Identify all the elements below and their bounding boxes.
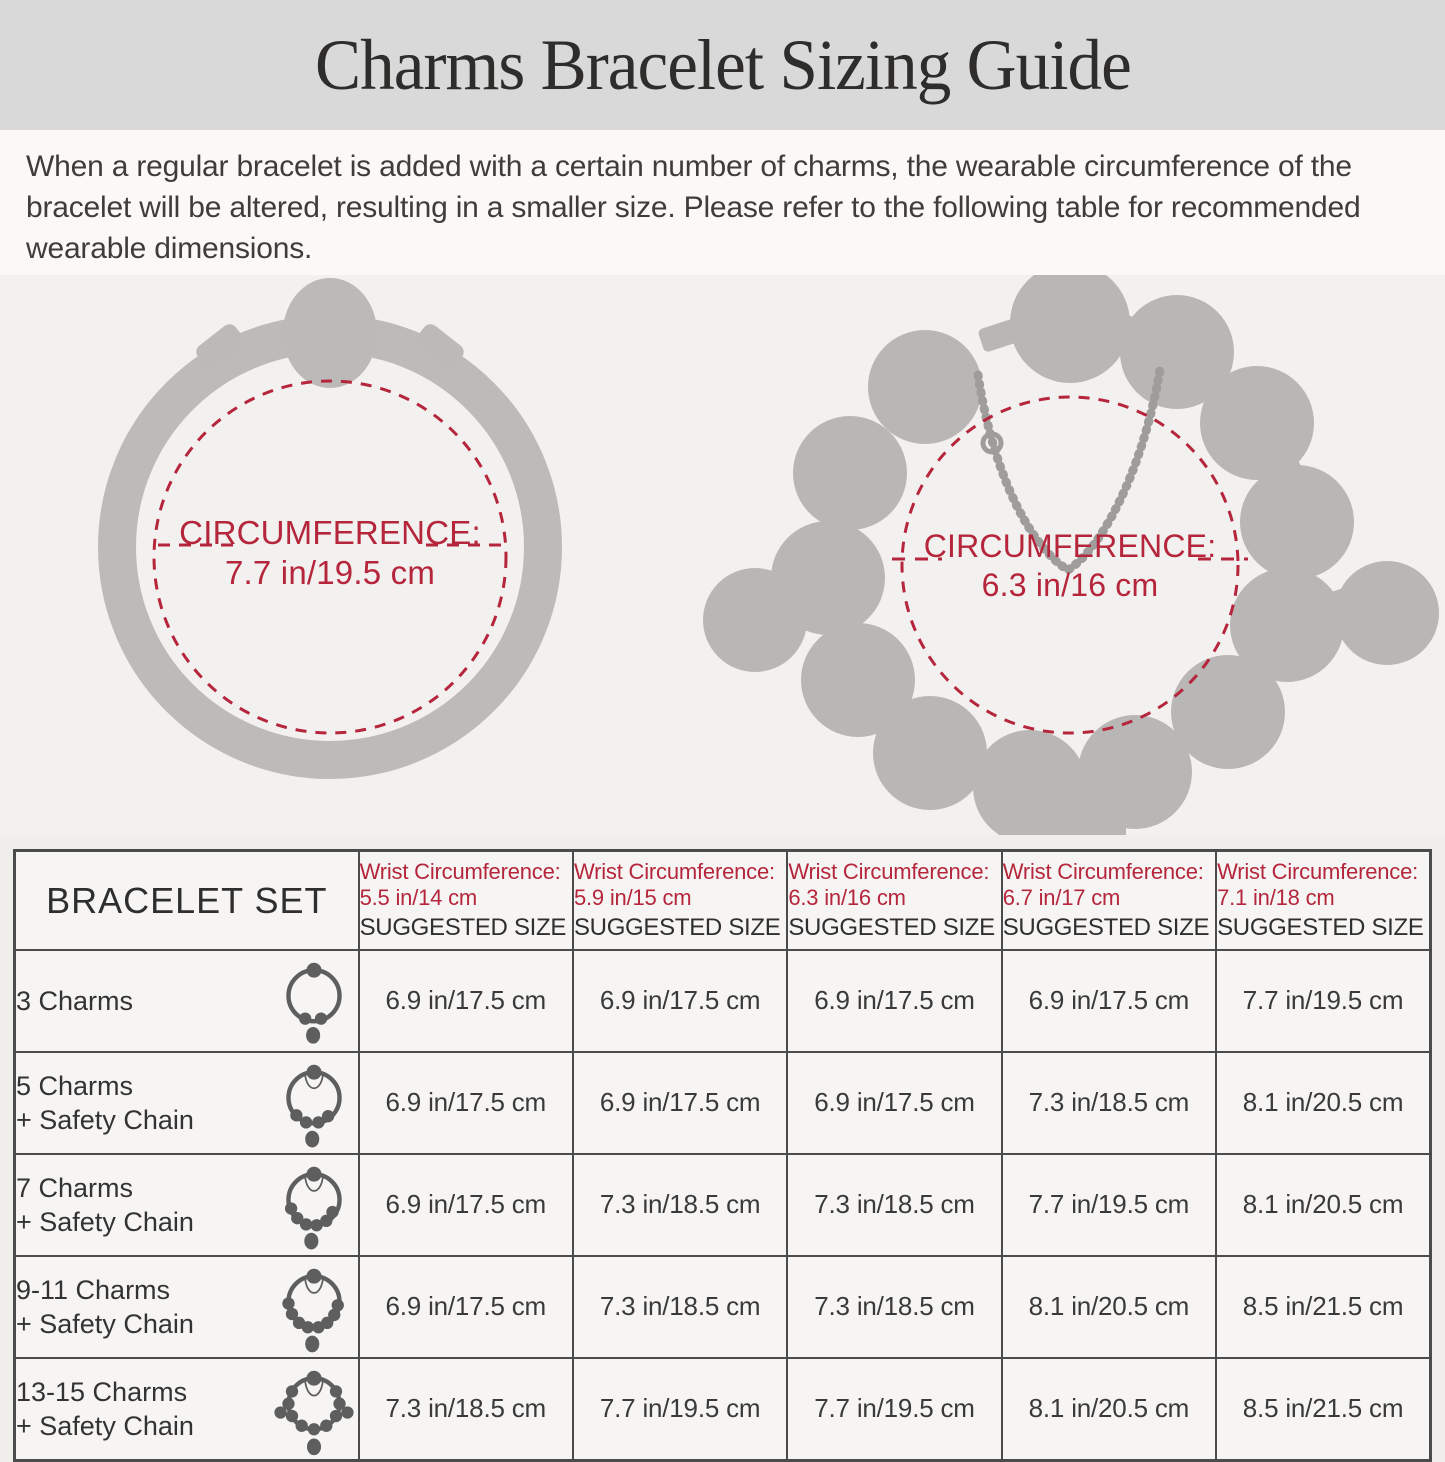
size-cell: 6.9 in/17.5 cm xyxy=(787,1052,1001,1154)
circumference-title: CIRCUMFERENCE: xyxy=(923,528,1217,565)
row-label: 13-15 Charms + Safety Chain xyxy=(16,1376,194,1441)
bracelet-3-charms-icon xyxy=(270,951,358,1051)
table-header-row xyxy=(15,851,1431,950)
wrist-col-header-1 xyxy=(359,851,573,950)
circumference-label-charms xyxy=(830,527,1310,605)
bracelet-9-11-charms-icon xyxy=(270,1257,358,1357)
suggested-size-label: SUGGESTED SIZE xyxy=(573,914,781,942)
wrist-label: Wrist Circumference: xyxy=(1217,859,1419,885)
wrist-value: 5.9 in/15 cm xyxy=(573,885,692,911)
size-cell: 7.3 in/18.5 cm xyxy=(359,1358,573,1461)
row-label: 9-11 Charms + Safety Chain xyxy=(16,1274,194,1339)
wrist-value: 7.1 in/18 cm xyxy=(1217,885,1335,911)
size-cell: 6.9 in/17.5 cm xyxy=(359,1154,573,1256)
size-cell: 6.9 in/17.5 cm xyxy=(573,950,787,1052)
wrist-label: Wrist Circumference: xyxy=(359,859,561,885)
bracelet-set-header: BRACELET SET xyxy=(15,851,359,950)
suggested-size-label: SUGGESTED SIZE xyxy=(1217,914,1424,942)
wrist-col-header-2 xyxy=(573,851,787,950)
size-cell: 8.5 in/21.5 cm xyxy=(1216,1256,1430,1358)
row-label-cell xyxy=(15,1256,359,1358)
wrist-col-header-5 xyxy=(1216,851,1430,950)
wrist-col-header-4 xyxy=(1002,851,1216,950)
size-cell: 8.5 in/21.5 cm xyxy=(1216,1358,1430,1461)
bracelet-7-charms-icon xyxy=(270,1155,358,1255)
wrist-value: 6.3 in/16 cm xyxy=(788,885,906,911)
bracelet-5-charms-icon xyxy=(270,1053,358,1153)
table-section xyxy=(0,835,1445,1462)
size-cell: 7.3 in/18.5 cm xyxy=(573,1154,787,1256)
circumference-title: CIRCUMFERENCE: xyxy=(179,514,481,552)
size-cell: 6.9 in/17.5 cm xyxy=(787,950,1001,1052)
wrist-col-header-3 xyxy=(787,851,1001,950)
size-cell: 6.9 in/17.5 cm xyxy=(359,950,573,1052)
intro-text: When a regular bracelet is added with a certain number of charms, the wearable circumference of the bracelet will be altered, resulting in a smaller size. Please refer to the following table for recommended wearable dimensions. xyxy=(26,150,1361,266)
size-cell: 7.3 in/18.5 cm xyxy=(787,1256,1001,1358)
suggested-size-label: SUGGESTED SIZE xyxy=(788,914,995,942)
wrist-value: 6.7 in/17 cm xyxy=(1002,885,1121,911)
diagrams-section xyxy=(0,275,1445,835)
size-cell: 6.9 in/17.5 cm xyxy=(359,1256,573,1358)
size-cell: 8.1 in/20.5 cm xyxy=(1002,1358,1216,1461)
wrist-value: 5.5 in/14 cm xyxy=(359,885,478,911)
circumference-label-plain xyxy=(90,513,570,593)
size-cell: 8.1 in/20.5 cm xyxy=(1216,1154,1430,1256)
table-row xyxy=(15,950,1431,1052)
wrist-label: Wrist Circumference: xyxy=(1002,859,1204,885)
suggested-size-label: SUGGESTED SIZE xyxy=(359,914,567,942)
page-title: Charms Bracelet Sizing Guide xyxy=(314,24,1131,105)
page-header xyxy=(0,0,1445,130)
diagram-charms-bracelet xyxy=(680,275,1445,835)
size-cell: 7.3 in/18.5 cm xyxy=(573,1256,787,1358)
table-row xyxy=(15,1154,1431,1256)
size-cell: 7.3 in/18.5 cm xyxy=(1002,1052,1216,1154)
row-label-cell xyxy=(15,950,359,1052)
size-cell: 8.1 in/20.5 cm xyxy=(1002,1256,1216,1358)
circumference-value: 7.7 in/19.5 cm xyxy=(224,554,436,592)
sizing-table xyxy=(13,849,1432,1462)
row-label-cell xyxy=(15,1154,359,1256)
wrist-label: Wrist Circumference: xyxy=(788,859,990,885)
size-cell: 8.1 in/20.5 cm xyxy=(1216,1052,1430,1154)
size-cell: 6.9 in/17.5 cm xyxy=(573,1052,787,1154)
circumference-value: 6.3 in/16 cm xyxy=(981,567,1159,604)
size-cell: 7.7 in/19.5 cm xyxy=(1002,1154,1216,1256)
size-cell: 7.7 in/19.5 cm xyxy=(1216,950,1430,1052)
size-cell: 7.7 in/19.5 cm xyxy=(787,1358,1001,1461)
table-row xyxy=(15,1256,1431,1358)
row-label: 5 Charms + Safety Chain xyxy=(16,1070,194,1135)
intro-section xyxy=(0,130,1445,275)
table-row xyxy=(15,1052,1431,1154)
bracelet-13-15-charms-icon xyxy=(270,1359,358,1459)
size-cell: 7.3 in/18.5 cm xyxy=(787,1154,1001,1256)
size-cell: 7.7 in/19.5 cm xyxy=(573,1358,787,1461)
row-label-cell xyxy=(15,1052,359,1154)
suggested-size-label: SUGGESTED SIZE xyxy=(1002,914,1210,942)
diagram-plain-bracelet xyxy=(0,275,680,835)
size-cell: 6.9 in/17.5 cm xyxy=(1002,950,1216,1052)
row-label: 7 Charms + Safety Chain xyxy=(16,1172,194,1237)
row-label: 3 Charms xyxy=(16,985,134,1016)
wrist-label: Wrist Circumference: xyxy=(573,859,775,885)
size-cell: 6.9 in/17.5 cm xyxy=(359,1052,573,1154)
